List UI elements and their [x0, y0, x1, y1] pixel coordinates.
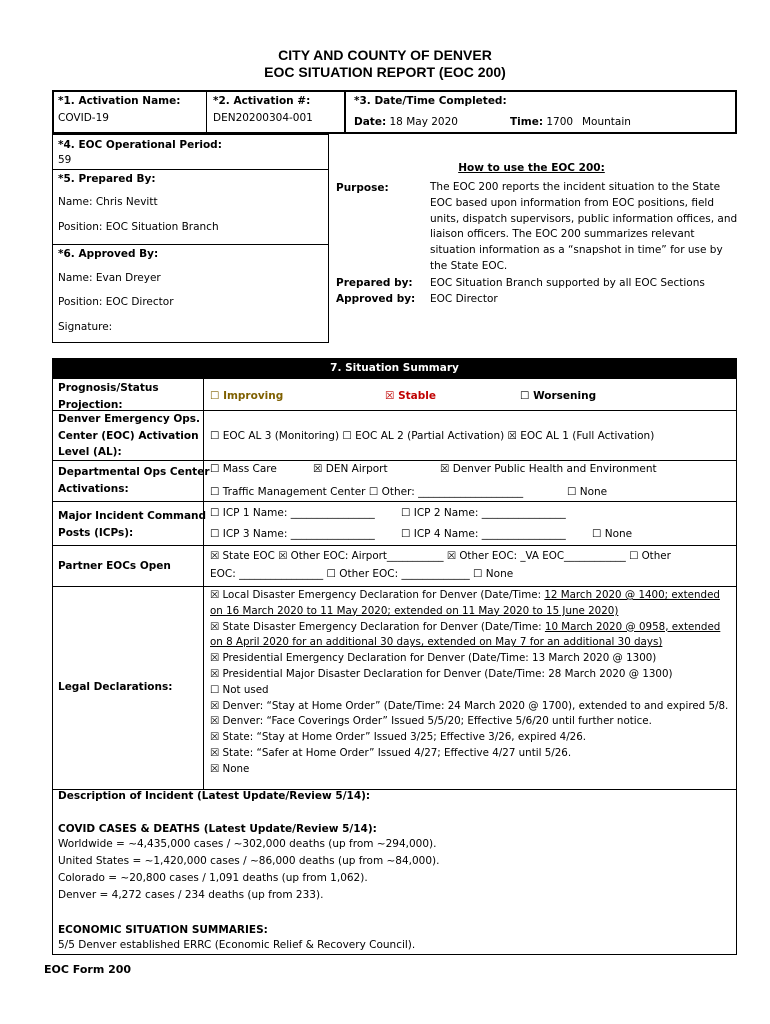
howto-prepared-value: EOC Situation Branch supported by all EOC Sections: [430, 277, 705, 289]
dept-den-airport-checkbox[interactable]: ☒ DEN Airport: [313, 463, 388, 475]
icp4-field[interactable]: ☐ ICP 4 Name: ________________: [401, 528, 566, 540]
purpose-line: situation information as a “snapshot in time” for use by: [430, 244, 723, 257]
icp1-field[interactable]: ☐ ICP 1 Name: ________________: [210, 507, 375, 519]
legal-item-text: ☒ Local Disaster Emergency Declaration for Denver (Date/Time:: [210, 589, 545, 601]
dept-mass-care-checkbox[interactable]: ☐ Mass Care: [210, 463, 277, 475]
dept-none-checkbox[interactable]: ☐ None: [567, 486, 608, 498]
activation-level-options[interactable]: ☐ EOC AL 3 (Monitoring) ☐ EOC AL 2 (Partial Activation) ☒ EOC AL 1 (Full Activation): [210, 430, 655, 442]
dept-ops-label: [58, 464, 210, 497]
cases-line: Colorado = ~20,800 cases / 1,091 deaths (up from 1,062).: [58, 872, 368, 884]
howto-title: How to use the EOC 200:: [458, 162, 605, 174]
time-field[interactable]: [510, 115, 573, 129]
row-divider: [52, 586, 737, 587]
legal-item[interactable]: ☒ None: [210, 762, 250, 775]
howto-approved-value: EOC Director: [430, 293, 498, 305]
datetime-label: *3. Date/Time Completed:: [354, 95, 507, 107]
approved-by-name[interactable]: Name: Evan Dreyer: [58, 272, 161, 284]
purpose-text: [430, 180, 737, 275]
purpose-line: liaison officers. The EOC 200 summarizes relevant: [430, 228, 695, 241]
prognosis-improving-checkbox[interactable]: ☐ Improving: [210, 390, 284, 402]
partner-eocs-label: Partner EOCs Open: [58, 560, 171, 572]
label-line: Projection:: [58, 398, 123, 411]
legal-item[interactable]: ☒ State: “Safer at Home Order” Issued 4/27; Effective 4/27 until 5/26.: [210, 746, 572, 759]
activation-name-label: *1. Activation Name:: [58, 95, 181, 107]
approved-by-position[interactable]: Position: EOC Director: [58, 296, 174, 308]
icp2-field[interactable]: ☐ ICP 2 Name: ________________: [401, 507, 566, 519]
cases-list: [58, 836, 439, 904]
label-line: Center (EOC) Activation: [58, 429, 199, 442]
title-line-1: CITY AND COUNTY OF DENVER: [278, 47, 492, 63]
label-line: Level (AL):: [58, 446, 122, 458]
activation-number-value[interactable]: DEN20200304-001: [213, 112, 313, 124]
form-label: EOC Form 200: [44, 963, 132, 976]
legal-item[interactable]: ☒ Presidential Emergency Declaration for Denver (Date/Time: 13 March 2020 @ 1300): [210, 652, 657, 665]
label-line: Posts (ICPs):: [58, 526, 134, 539]
legal-item[interactable]: [210, 620, 728, 636]
legal-item-continuation: on 16 March 2020 to 11 May 2020; extended on 11 May 2020 to 15 June 2020): [210, 604, 619, 617]
legal-item-text: ☒ State Disaster Emergency Declaration for Denver (Date/Time:: [210, 620, 545, 633]
legal-item-underlined: 12 March 2020 @ 1400; extended: [544, 589, 720, 601]
icp3-field[interactable]: ☐ ICP 3 Name: ________________: [210, 528, 375, 540]
activation-name-value[interactable]: COVID-19: [58, 112, 109, 124]
description-title: Description of Incident (Latest Update/Review 5/14):: [58, 790, 371, 802]
legal-item[interactable]: ☒ Denver: “Stay at Home Order” (Date/Time: 24 March 2020 @ 1700), extended to and expired 5/8.: [210, 699, 729, 712]
prognosis-stable-checkbox[interactable]: ☒ Stable: [385, 390, 436, 402]
cases-line: United States = ~1,420,000 cases / ~86,000 deaths (up from ~84,000).: [58, 855, 440, 867]
legal-declarations-list: [210, 588, 728, 778]
activation-number-label: *2. Activation #:: [213, 95, 311, 107]
cases-line: Worldwide = ~4,435,000 cases / ~302,000 deaths (up from ~294,000).: [58, 838, 437, 850]
purpose-line: the State EOC.: [430, 259, 508, 272]
purpose-label: Purpose:: [336, 182, 389, 194]
prognosis-worsening-checkbox[interactable]: ☐ Worsening: [520, 390, 597, 402]
legal-item[interactable]: ☒ Presidential Major Disaster Declaration for Denver (Date/Time: 28 March 2020 @ 1300): [210, 667, 673, 680]
divider: [52, 244, 329, 245]
economic-title: ECONOMIC SITUATION SUMMARIES:: [58, 924, 268, 936]
partner-eocs-line-1[interactable]: ☒ State EOC ☒ Other EOC: Airport___________ ☒ Other EOC: _VA EOC____________ ☐ Other: [210, 550, 671, 562]
row-divider: [52, 501, 737, 502]
purpose-line: EOC based upon information from EOC positions, field: [430, 196, 715, 209]
title-line-2: EOC SITUATION REPORT (EOC 200): [264, 64, 506, 80]
label-line: Denver Emergency Ops.: [58, 413, 201, 425]
prognosis-label: [58, 380, 159, 413]
howto-prepared-label: Prepared by:: [336, 277, 413, 289]
label-line: Major Incident Command: [58, 510, 207, 522]
signature-label[interactable]: Signature:: [58, 321, 113, 333]
legal-item[interactable]: [210, 588, 728, 604]
time-zone: Mountain: [582, 116, 631, 128]
date-label: Date:: [354, 116, 387, 128]
icp-none-checkbox[interactable]: ☐ None: [592, 528, 633, 540]
time-value: 1700: [546, 116, 574, 128]
economic-line: 5/5 Denver established ERRC (Economic Relief & Recovery Council).: [58, 939, 416, 951]
legal-item-continuation: on 8 April 2020 for an additional 30 days, extended on May 7 for an additional 30 days): [210, 636, 663, 649]
label-line: Activations:: [58, 482, 129, 495]
cases-line: Denver = 4,272 cases / 234 deaths (up from 233).: [58, 889, 324, 901]
cases-title: COVID CASES & DEATHS (Latest Update/Review 5/14):: [58, 823, 377, 835]
dept-traffic-other-checkbox[interactable]: ☐ Traffic Management Center ☐ Other: ____________________: [210, 486, 524, 498]
operational-period-label: *4. EOC Operational Period:: [58, 139, 222, 151]
legal-item-underlined: 10 March 2020 @ 0958, extended: [544, 620, 721, 633]
purpose-line: units, dispatch supervisors, public information offices, and: [430, 212, 738, 225]
divider: [206, 90, 207, 134]
situation-summary-header: 7. Situation Summary: [52, 358, 737, 378]
approved-by-label: *6. Approved By:: [58, 248, 159, 260]
prepared-by-position[interactable]: Position: EOC Situation Branch: [58, 221, 219, 233]
column-divider: [203, 378, 204, 790]
operational-period-value[interactable]: 59: [58, 154, 72, 166]
date-field[interactable]: [354, 115, 458, 129]
prepared-by-name[interactable]: Name: Chris Nevitt: [58, 196, 158, 208]
partner-eocs-line-2[interactable]: EOC: ________________ ☐ Other EOC: _____________ ☐ None: [210, 568, 514, 580]
label-line: Departmental Ops Center: [58, 466, 210, 478]
prepared-by-label: *5. Prepared By:: [58, 173, 156, 185]
purpose-line: The EOC 200 reports the incident situation to the State: [430, 181, 721, 193]
legal-item[interactable]: ☒ Denver: “Face Coverings Order” Issued 5/5/20; Effective 5/6/20 until further notice.: [210, 715, 652, 728]
legal-item[interactable]: ☒ State: “Stay at Home Order” Issued 3/25; Effective 3/26, expired 4/26.: [210, 731, 587, 744]
divider: [344, 90, 346, 134]
howto-approved-label: Approved by:: [336, 293, 416, 305]
legal-declarations-label: Legal Declarations:: [58, 681, 173, 693]
date-value: 18 May 2020: [389, 116, 458, 128]
time-label: Time:: [510, 116, 544, 128]
dept-public-health-checkbox[interactable]: ☒ Denver Public Health and Environment: [440, 463, 657, 475]
label-line: Prognosis/Status: [58, 382, 159, 394]
row-divider: [52, 545, 737, 546]
icp-label: [58, 508, 206, 541]
legal-item[interactable]: ☐ Not used: [210, 683, 269, 696]
activation-level-label: [58, 411, 200, 461]
